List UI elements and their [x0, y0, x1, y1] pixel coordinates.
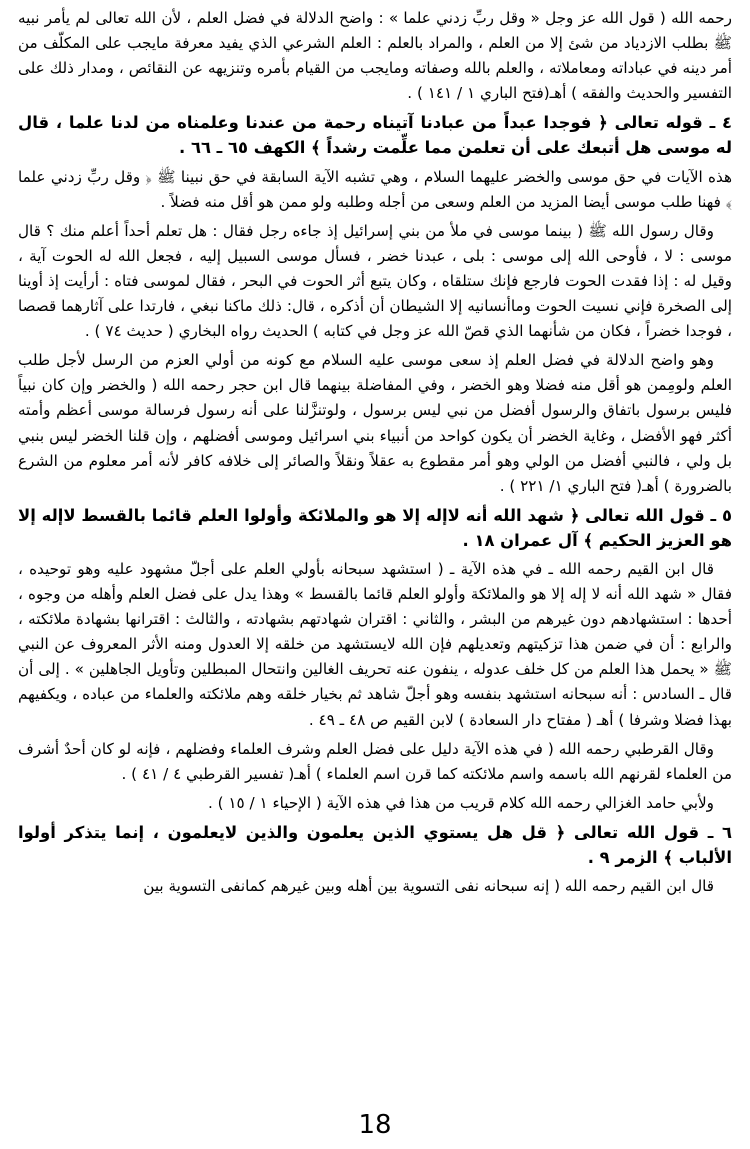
paragraph-qurtubi: وقال القرطبي رحمه الله ( في هذه الآية دليل على فضل العلم وشرف العلماء وفضلهم ، فإنه لو كان أحدٌ أشرف من العلماء لقرنهم الله باسمه واسم ملائكته كما قرن اسم العلماء ) أهـ( تفسير القرطبي ٤ / ٤١ ) .: [18, 739, 732, 783]
paragraph-ibn-hajar: وهو واضح الدلالة في فضل العلم إذ سعى موسى عليه السلام مع كونه من أولي العزم من الرسل لأجل طلب العلم ولومِمن هو أقل منه فضلا وهو الخضر ، وفي المفاضلة بينهما قال ابن حجر رحمه الله ( والخضر وإن كان نبياً فليس برسول باتفاق والرسول أفضل من نبي ليس برسول ، ولوتنزَّلنا على أنه رسول فرسالة موسى أعظم وأمته أكثر فهو الأفضل ، وغاية الخضر أن يكون كواحد من أنبياء بني اسرائيل وموسى أفضلهم ، وإن قلنا الخضر ليس بنبي بل ولي ، فالنبي أفضل من الولي وهو أمر مقطوع به عقلاً ونقلاً والصائر إلى خلافه كافر لأنه أمر معلوم من الشرع بالضرورة ) أهـ( فتح الباري ١/ ٢٢١ ) .: [18, 351, 732, 495]
paragraph-intro-continuation: رحمه الله ( قول الله عز وجل « وقل ربِّ زدني علما » : واضح الدلالة في فضل العلم ، لأن الله تعالى لم يأمر نبيه ﷺ بطلب الازدياد من شئ إلا من العلم ، والمراد بالعلم : العلم الشرعي الذي يفيد معرفة مايجب على المكلّف من أمر دينه في عباداته ومعاملاته ، والعلم بالله وصفاته ومايجب من القيام بأمره وتنزيهه عن النقائص ، ومدار ذلك على التفسير والحديث والفقه ) أهـ(فتح الباري ١ / ١٤١ ) .: [18, 9, 732, 103]
paragraph-ghazali: ولأبي حامد الغزالي رحمه الله كلام قريب من هذا في هذه الآية ( الإحياء ١ / ١٥ ) .: [207, 793, 714, 812]
paragraph-ibn-qayyim: قال ابن القيم رحمه الله ـ في هذه الآية ـ ( استشهد سبحانه بأولي العلم على أجلّ مشهود عليه وهو توحيده ، فقال « شهد الله أنه لا إله إلا هو والملائكة وأولو العلم قائما بالقسط » وهذا يدل على فضل العلم وأهله من وجوه ، أحدها : استشهادهم دون غيرهم من البشر ، والثاني : اقتران شهادتهم بشهادته ، والثالث : اقترانها بشهادة ملائكته ، والرابع : أن في ضمن هذا تزكيتهم وتعديلهم فإن الله لايستشهد من خلقه إلا العدول ومنه الأثر المعروف عن النبي ﷺ « يحمل هذا العلم من كل خلف عدوله ، ينفون عنه تحريف الغالين وانتحال المبطلين وتأويل الجاهلين » . إلى أن قال ـ السادس : أنه سبحانه استشهد بنفسه وهو أجلّ شاهد ثم بخيار خلقه وهم ملائكته والعلماء من عباده ، ويكفيهم بهذا فضلا وشرفا ) أهـ ( مفتاح دار السعادة ) لابن القيم ص ٤٨ ـ ٤٩ .: [18, 559, 732, 729]
section-heading-4: ٤ ـ قوله تعالى ﴿ فوجدا عبداً من عبادنا آتيناه رحمة من عندنا وعلمناه من لدنا علما ، قال له موسى هل أتبعك على أن تعلمن مما علِّمت رشداً ﴾ الكهف ٦٥ ـ ٦٦ .: [18, 113, 732, 158]
page-body-text: [18, 6, 732, 1091]
paragraph-ibn-qayyim-2: قال ابن القيم رحمه الله ( إنه سبحانه نفى التسوية بين أهله وبين غيرهم كمانفى التسوية بين: [143, 877, 714, 896]
section-heading-5: ٥ ـ قول الله تعالى ﴿ شهد الله أنه لاإله إلا هو والملائكة وأولوا العلم قائما بالقسط لاإله إلا هو العزيز الحكيم ﴾ آل عمران ١٨ .: [18, 505, 732, 550]
paragraph-musa-khidr: هذه الآيات في حق موسى والخضر عليهما السلام ، وهي تشبه الآية السابقة في حق نبينا ﷺ ﴿ وقل ربِّ زدني علما ﴾ فهنا طلب موسى أيضا المزيد من العلم وسعى من أجله وطلبه ولو ممن هو أقل منه فضلاً .: [18, 167, 732, 211]
page-number: 18: [358, 1110, 392, 1140]
section-heading-6: ٦ ـ قول الله تعالى ﴿ قل هل يستوي الذين يعلمون والذين لايعلمون ، إنما يتذكر أولوا الألباب ﴾ الزمر ٩ .: [18, 822, 732, 867]
paragraph-hadith-musa: وقال رسول الله ﷺ ( بينما موسى في ملأ من بني إسرائيل إذ جاءه رجل فقال : هل تعلم أحداً أعلم منك ؟ قال موسى : لا ، فأوحى الله إلى موسى : بلى ، عبدنا خضر ، فسأل موسى السبيل إليه ، فجعل الله له الحوت آية ، وقيل له : إذا فقدت الحوت فارجع فإنك ستلقاه ، وكان يتبع أثر الحوت في البحر ، فقال لموسى فتاه : أرأيت إذ أوينا إلى الصخرة فإني نسيت الحوت وماأنسانيه إلا الشيطان أن أذكره ، قال: ذلك ماكنا نبغي ، فارتدا على آثارهما قصصا ، فوجدا خضراً ، فكان من شأنهما الذي قصّ الله عز وجل في كتابه ) الحديث رواه البخاري ( حديث ٧٤ ) .: [18, 221, 732, 341]
